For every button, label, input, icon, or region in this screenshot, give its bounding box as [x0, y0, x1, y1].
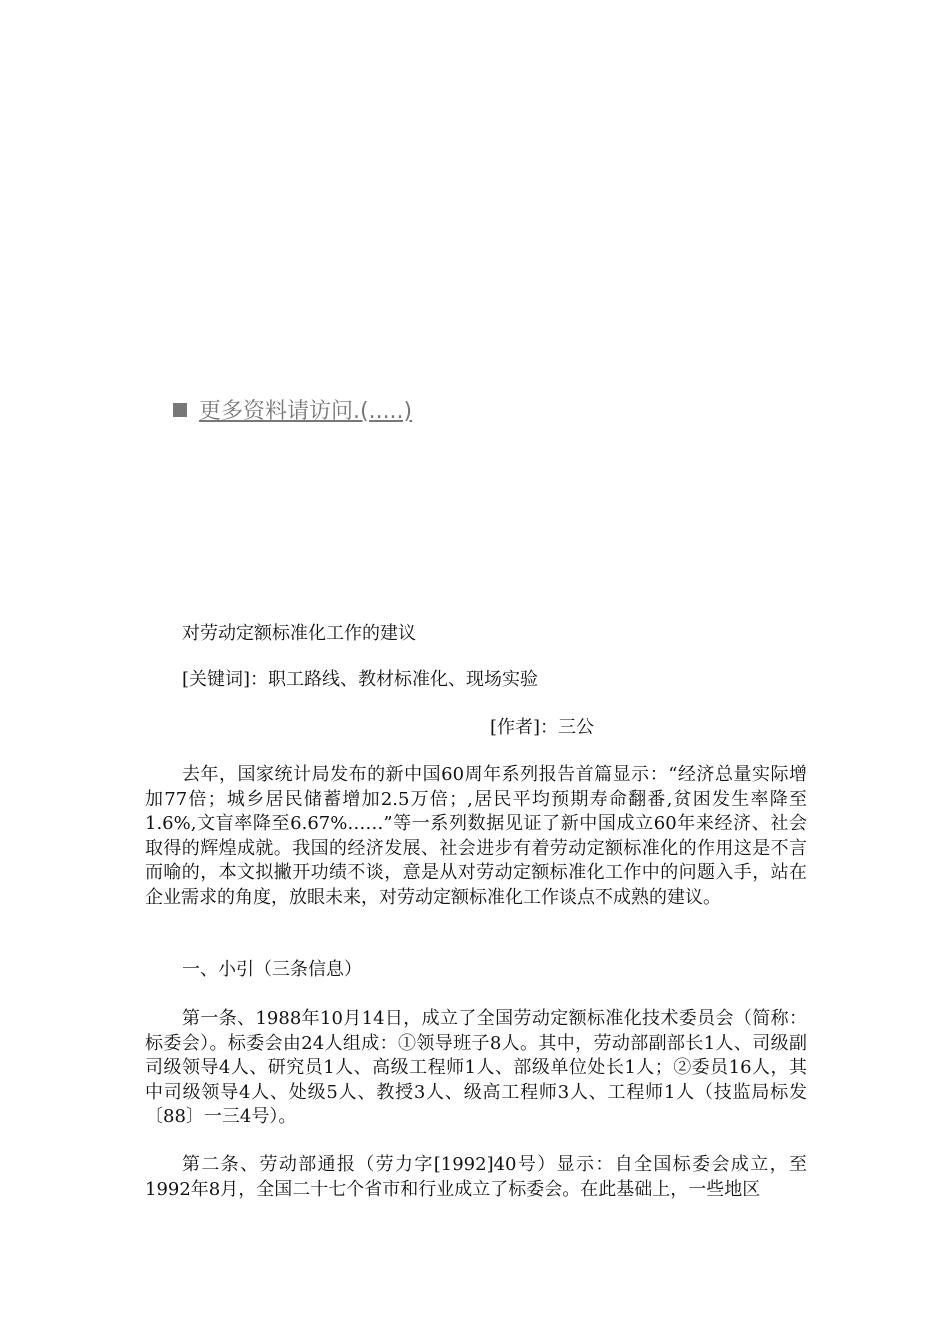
doc-title: 对劳动定额标准化工作的建议	[182, 623, 416, 644]
section-heading: 一、小引（三条信息）	[182, 959, 362, 980]
author-line: [作者]：三公	[490, 717, 595, 738]
square-bullet-icon	[173, 403, 187, 417]
paragraph-first-item: 第一条、1988年10月14日，成立了全国劳动定额标准化技术委员会（简称：标委会）。标委会由24人组成：①领导班子8人。其中，劳动部副部长1人、司级副司级领导4人、研究员1人、高级工程师1人、部级单位处长1人；②委员16人，其中司级领导4人、处级5人、教授3人、级高工程师3人、工程师1人（技监局标发〔88〕一三4号）。	[145, 1008, 807, 1127]
more-info-banner[interactable]	[173, 394, 412, 425]
more-info-link[interactable]: 更多资料请访问.(.....)	[199, 399, 413, 424]
keywords-line: [关键词]：职工路线、教材标准化、现场实验	[182, 669, 539, 690]
paragraph-second-item: 第二条、劳动部通报（劳力字[1992]40号）显示：自全国标委会成立，至1992年8月，全国二十七个省市和行业成立了标委会。在此基础上，一些地区	[145, 1154, 807, 1200]
intro-paragraph: 去年，国家统计局发布的新中国60周年系列报告首篇显示：“经济总量实际增加77倍；城乡居民储蓄增加2.5万倍；,居民平均预期寿命翻番,贫困发生率降至1.6%,文盲率降至6.67%……”等一系列数据见证了新中国成立60年来经济、社会取得的辉煌成就。我国的经济发展、社会进步有着劳动定额标准化的作用这是不言而喻的，本文拟撇开功绩不谈，意是从对劳动定额标准化工作中的问题入手，站在企业需求的角度，放眼未来，对劳动定额标准化工作谈点不成熟的建议。	[145, 764, 807, 908]
